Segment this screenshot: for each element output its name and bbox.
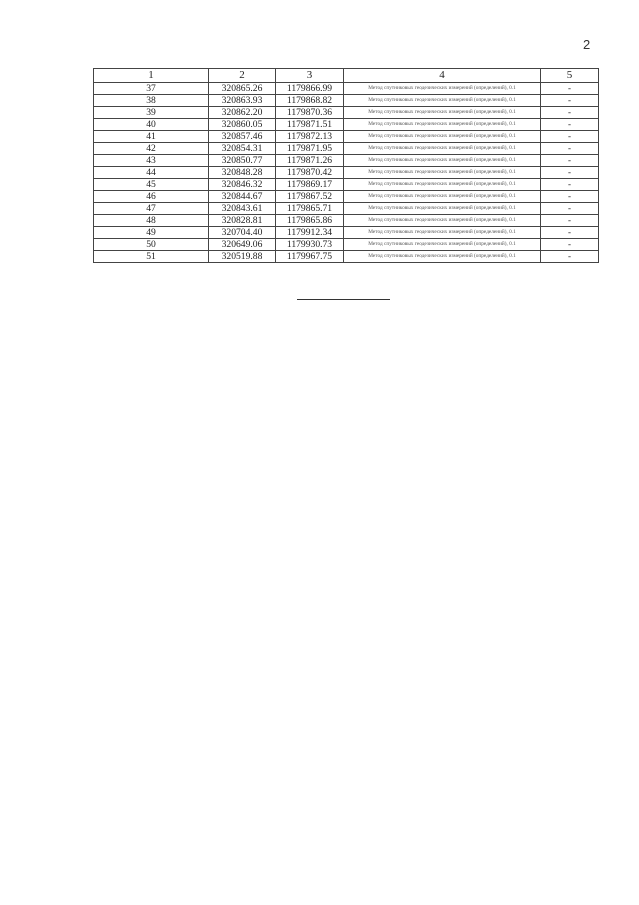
y-coordinate-cell: 1179865.71 [276,203,344,215]
table-row [94,83,599,95]
method-cell: Метод спутниковых геодезических измерений (определений), 0.1 [344,251,541,263]
description-cell: - [541,203,599,215]
point-number-cell: 48 [94,215,209,227]
table-row [94,155,599,167]
x-coordinate-cell: 320862.20 [209,107,276,119]
table-row [94,215,599,227]
table-row [94,131,599,143]
column-header-description: 5 [541,69,599,83]
point-number-cell: 38 [94,95,209,107]
point-number-cell: 40 [94,119,209,131]
method-cell: Метод спутниковых геодезических измерений (определений), 0.1 [344,95,541,107]
method-cell: Метод спутниковых геодезических измерений (определений), 0.1 [344,143,541,155]
x-coordinate-cell: 320860.05 [209,119,276,131]
description-cell: - [541,143,599,155]
table-row [94,143,599,155]
table-row [94,119,599,131]
x-coordinate-cell: 320649.06 [209,239,276,251]
column-header-x: 2 [209,69,276,83]
table-body [94,83,599,263]
point-number-cell: 37 [94,83,209,95]
point-number-cell: 39 [94,107,209,119]
y-coordinate-cell: 1179870.36 [276,107,344,119]
point-number-cell: 50 [94,239,209,251]
description-cell: - [541,107,599,119]
description-cell: - [541,119,599,131]
point-number-cell: 41 [94,131,209,143]
method-cell: Метод спутниковых геодезических измерений (определений), 0.1 [344,131,541,143]
x-coordinate-cell: 320828.81 [209,215,276,227]
description-cell: - [541,191,599,203]
table-row [94,179,599,191]
table-row [94,95,599,107]
point-number-cell: 43 [94,155,209,167]
y-coordinate-cell: 1179912.34 [276,227,344,239]
description-cell: - [541,95,599,107]
page-number: 2 [583,37,591,52]
method-cell: Метод спутниковых геодезических измерений (определений), 0.1 [344,215,541,227]
x-coordinate-cell: 320850.77 [209,155,276,167]
y-coordinate-cell: 1179930.73 [276,239,344,251]
point-number-cell: 46 [94,191,209,203]
table-row [94,227,599,239]
table-header-row [94,69,599,83]
x-coordinate-cell: 320846.32 [209,179,276,191]
y-coordinate-cell: 1179866.99 [276,83,344,95]
description-cell: - [541,227,599,239]
x-coordinate-cell: 320854.31 [209,143,276,155]
y-coordinate-cell: 1179871.51 [276,119,344,131]
description-cell: - [541,179,599,191]
point-number-cell: 49 [94,227,209,239]
table-row [94,167,599,179]
y-coordinate-cell: 1179865.86 [276,215,344,227]
method-cell: Метод спутниковых геодезических измерений (определений), 0.1 [344,179,541,191]
y-coordinate-cell: 1179872.13 [276,131,344,143]
point-number-cell: 44 [94,167,209,179]
column-header-point-number: 1 [94,69,209,83]
column-header-method: 4 [344,69,541,83]
method-cell: Метод спутниковых геодезических измерений (определений), 0.1 [344,155,541,167]
y-coordinate-cell: 1179871.26 [276,155,344,167]
description-cell: - [541,251,599,263]
x-coordinate-cell: 320865.26 [209,83,276,95]
y-coordinate-cell: 1179868.82 [276,95,344,107]
method-cell: Метод спутниковых геодезических измерений (определений), 0.1 [344,167,541,179]
point-number-cell: 42 [94,143,209,155]
x-coordinate-cell: 320844.67 [209,191,276,203]
method-cell: Метод спутниковых геодезических измерений (определений), 0.1 [344,119,541,131]
y-coordinate-cell: 1179870.42 [276,167,344,179]
x-coordinate-cell: 320863.93 [209,95,276,107]
table-row [94,251,599,263]
method-cell: Метод спутниковых геодезических измерений (определений), 0.1 [344,107,541,119]
coordinates-table [93,68,599,263]
y-coordinate-cell: 1179871.95 [276,143,344,155]
description-cell: - [541,215,599,227]
description-cell: - [541,239,599,251]
description-cell: - [541,155,599,167]
y-coordinate-cell: 1179967.75 [276,251,344,263]
description-cell: - [541,83,599,95]
x-coordinate-cell: 320848.28 [209,167,276,179]
description-cell: - [541,131,599,143]
table-row [94,107,599,119]
table-row [94,191,599,203]
y-coordinate-cell: 1179869.17 [276,179,344,191]
method-cell: Метод спутниковых геодезических измерений (определений), 0.1 [344,203,541,215]
description-cell: - [541,167,599,179]
x-coordinate-cell: 320519.88 [209,251,276,263]
point-number-cell: 45 [94,179,209,191]
point-number-cell: 51 [94,251,209,263]
x-coordinate-cell: 320843.61 [209,203,276,215]
method-cell: Метод спутниковых геодезических измерений (определений), 0.1 [344,83,541,95]
method-cell: Метод спутниковых геодезических измерений (определений), 0.1 [344,239,541,251]
x-coordinate-cell: 320704.40 [209,227,276,239]
point-number-cell: 47 [94,203,209,215]
column-header-y: 3 [276,69,344,83]
table-row [94,203,599,215]
end-of-table-rule [297,299,390,300]
x-coordinate-cell: 320857.46 [209,131,276,143]
method-cell: Метод спутниковых геодезических измерений (определений), 0.1 [344,191,541,203]
y-coordinate-cell: 1179867.52 [276,191,344,203]
table-row [94,239,599,251]
method-cell: Метод спутниковых геодезических измерений (определений), 0.1 [344,227,541,239]
